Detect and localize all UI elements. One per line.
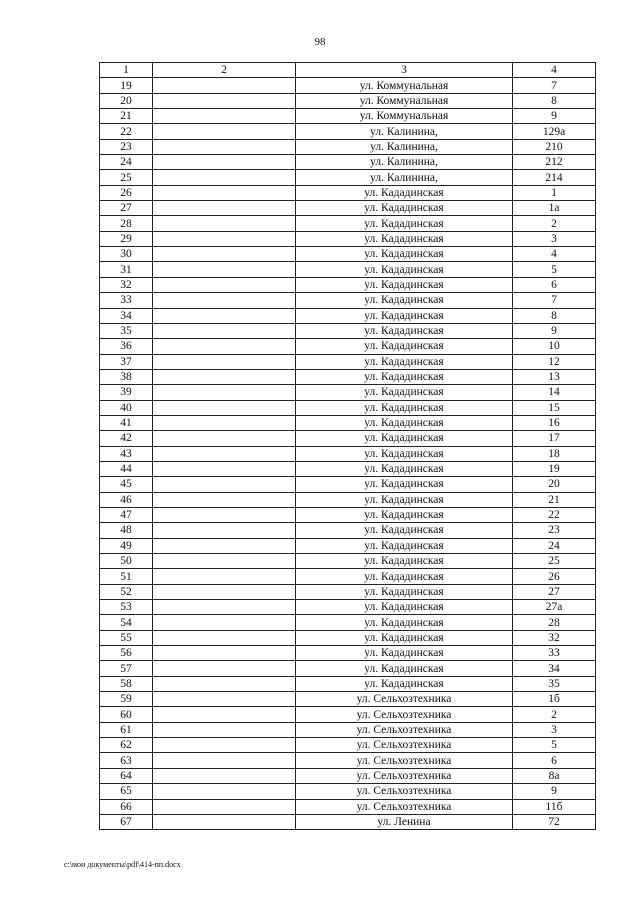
empty-cell: [153, 615, 296, 630]
street-cell: ул. Кададинская: [296, 507, 513, 522]
row-number-cell: 26: [100, 185, 153, 200]
house-number-cell: 32: [513, 630, 596, 645]
empty-cell: [153, 507, 296, 522]
house-number-cell: 11б: [513, 799, 596, 814]
empty-cell: [153, 139, 296, 154]
empty-cell: [153, 814, 296, 829]
table-row: [100, 569, 596, 584]
street-cell: ул. Калинина,: [296, 139, 513, 154]
street-cell: ул. Кададинская: [296, 676, 513, 691]
empty-cell: [153, 323, 296, 338]
empty-cell: [153, 78, 296, 93]
empty-cell: [153, 385, 296, 400]
empty-cell: [153, 477, 296, 492]
street-cell: ул. Кададинская: [296, 461, 513, 476]
house-number-cell: 9: [513, 323, 596, 338]
table-row: [100, 799, 596, 814]
street-cell: ул. Кададинская: [296, 308, 513, 323]
table-row: [100, 78, 596, 93]
row-number-cell: 19: [100, 78, 153, 93]
row-number-cell: 46: [100, 492, 153, 507]
street-cell: ул. Кададинская: [296, 323, 513, 338]
table-row: [100, 738, 596, 753]
row-number-cell: 39: [100, 385, 153, 400]
empty-cell: [153, 630, 296, 645]
house-number-cell: 34: [513, 661, 596, 676]
table-row: [100, 554, 596, 569]
row-number-cell: 36: [100, 339, 153, 354]
empty-cell: [153, 431, 296, 446]
empty-cell: [153, 277, 296, 292]
street-cell: ул. Кададинская: [296, 385, 513, 400]
row-number-cell: 60: [100, 707, 153, 722]
empty-cell: [153, 247, 296, 262]
street-cell: ул. Кададинская: [296, 477, 513, 492]
street-cell: ул. Сельхозтехника: [296, 692, 513, 707]
house-number-cell: 9: [513, 784, 596, 799]
street-cell: ул. Кададинская: [296, 569, 513, 584]
row-number-cell: 66: [100, 799, 153, 814]
table-row: [100, 722, 596, 737]
street-cell: ул. Сельхозтехника: [296, 722, 513, 737]
address-table: [99, 62, 596, 830]
table-row: [100, 523, 596, 538]
table-row: [100, 369, 596, 384]
street-cell: ул. Кададинская: [296, 538, 513, 553]
street-cell: ул. Сельхозтехника: [296, 799, 513, 814]
table-row: [100, 431, 596, 446]
table-row: [100, 93, 596, 108]
table-row: [100, 676, 596, 691]
row-number-cell: 23: [100, 139, 153, 154]
column-header-2: 2: [153, 63, 296, 78]
row-number-cell: 61: [100, 722, 153, 737]
house-number-cell: 6: [513, 753, 596, 768]
house-number-cell: 23: [513, 523, 596, 538]
table-header-row: [100, 63, 596, 78]
street-cell: ул. Кададинская: [296, 262, 513, 277]
row-number-cell: 56: [100, 646, 153, 661]
empty-cell: [153, 554, 296, 569]
row-number-cell: 65: [100, 784, 153, 799]
row-number-cell: 35: [100, 323, 153, 338]
column-header-1: 1: [100, 63, 153, 78]
row-number-cell: 59: [100, 692, 153, 707]
street-cell: ул. Кададинская: [296, 201, 513, 216]
table-row: [100, 753, 596, 768]
table-row: [100, 661, 596, 676]
row-number-cell: 20: [100, 93, 153, 108]
row-number-cell: 41: [100, 415, 153, 430]
house-number-cell: 129а: [513, 124, 596, 139]
house-number-cell: 13: [513, 369, 596, 384]
house-number-cell: 2: [513, 707, 596, 722]
empty-cell: [153, 155, 296, 170]
table-row: [100, 139, 596, 154]
house-number-cell: 15: [513, 400, 596, 415]
row-number-cell: 33: [100, 293, 153, 308]
house-number-cell: 27: [513, 584, 596, 599]
table-row: [100, 216, 596, 231]
table-row: [100, 247, 596, 262]
row-number-cell: 43: [100, 446, 153, 461]
house-number-cell: 3: [513, 231, 596, 246]
empty-cell: [153, 569, 296, 584]
house-number-cell: 19: [513, 461, 596, 476]
house-number-cell: 24: [513, 538, 596, 553]
house-number-cell: 212: [513, 155, 596, 170]
street-cell: ул. Кададинская: [296, 600, 513, 615]
table-row: [100, 784, 596, 799]
empty-cell: [153, 354, 296, 369]
row-number-cell: 67: [100, 814, 153, 829]
empty-cell: [153, 722, 296, 737]
row-number-cell: 34: [100, 308, 153, 323]
house-number-cell: 28: [513, 615, 596, 630]
house-number-cell: 18: [513, 446, 596, 461]
house-number-cell: 8: [513, 308, 596, 323]
street-cell: ул. Сельхозтехника: [296, 768, 513, 783]
row-number-cell: 30: [100, 247, 153, 262]
street-cell: ул. Кададинская: [296, 369, 513, 384]
street-cell: ул. Калинина,: [296, 155, 513, 170]
house-number-cell: 8: [513, 93, 596, 108]
table-row: [100, 231, 596, 246]
empty-cell: [153, 492, 296, 507]
street-cell: ул. Кададинская: [296, 630, 513, 645]
table-row: [100, 124, 596, 139]
street-cell: ул. Сельхозтехника: [296, 753, 513, 768]
row-number-cell: 24: [100, 155, 153, 170]
house-number-cell: 5: [513, 262, 596, 277]
row-number-cell: 40: [100, 400, 153, 415]
row-number-cell: 32: [100, 277, 153, 292]
row-number-cell: 58: [100, 676, 153, 691]
house-number-cell: 14: [513, 385, 596, 400]
house-number-cell: 9: [513, 109, 596, 124]
empty-cell: [153, 446, 296, 461]
table-row: [100, 630, 596, 645]
empty-cell: [153, 339, 296, 354]
table-row: [100, 155, 596, 170]
page-number: 98: [314, 36, 326, 48]
row-number-cell: 45: [100, 477, 153, 492]
house-number-cell: 1: [513, 185, 596, 200]
street-cell: ул. Кададинская: [296, 584, 513, 599]
street-cell: ул. Кададинская: [296, 646, 513, 661]
empty-cell: [153, 538, 296, 553]
row-number-cell: 64: [100, 768, 153, 783]
house-number-cell: 8а: [513, 768, 596, 783]
empty-cell: [153, 584, 296, 599]
row-number-cell: 52: [100, 584, 153, 599]
empty-cell: [153, 784, 296, 799]
row-number-cell: 44: [100, 461, 153, 476]
house-number-cell: 210: [513, 139, 596, 154]
house-number-cell: 214: [513, 170, 596, 185]
house-number-cell: 35: [513, 676, 596, 691]
empty-cell: [153, 262, 296, 277]
empty-cell: [153, 646, 296, 661]
street-cell: ул. Кададинская: [296, 400, 513, 415]
empty-cell: [153, 676, 296, 691]
house-number-cell: 2: [513, 216, 596, 231]
table-row: [100, 446, 596, 461]
empty-cell: [153, 692, 296, 707]
empty-cell: [153, 461, 296, 476]
house-number-cell: 12: [513, 354, 596, 369]
house-number-cell: 10: [513, 339, 596, 354]
empty-cell: [153, 170, 296, 185]
street-cell: ул. Коммунальная: [296, 78, 513, 93]
row-number-cell: 55: [100, 630, 153, 645]
table-row: [100, 615, 596, 630]
empty-cell: [153, 600, 296, 615]
row-number-cell: 28: [100, 216, 153, 231]
table-row: [100, 400, 596, 415]
street-cell: ул. Кададинская: [296, 523, 513, 538]
house-number-cell: 7: [513, 293, 596, 308]
table-body: [100, 78, 596, 830]
table-row: [100, 492, 596, 507]
house-number-cell: 1а: [513, 201, 596, 216]
empty-cell: [153, 661, 296, 676]
house-number-cell: 17: [513, 431, 596, 446]
table-row: [100, 385, 596, 400]
street-cell: ул. Кададинская: [296, 661, 513, 676]
empty-cell: [153, 216, 296, 231]
street-cell: ул. Кададинская: [296, 247, 513, 262]
table-row: [100, 692, 596, 707]
row-number-cell: 63: [100, 753, 153, 768]
table-row: [100, 538, 596, 553]
street-cell: ул. Кададинская: [296, 615, 513, 630]
row-number-cell: 27: [100, 201, 153, 216]
table-row: [100, 323, 596, 338]
table-row: [100, 646, 596, 661]
table-row: [100, 293, 596, 308]
street-cell: ул. Сельхозтехника: [296, 707, 513, 722]
table-row: [100, 707, 596, 722]
street-cell: ул. Кададинская: [296, 431, 513, 446]
table-row: [100, 339, 596, 354]
row-number-cell: 37: [100, 354, 153, 369]
street-cell: ул. Калинина,: [296, 170, 513, 185]
table-row: [100, 170, 596, 185]
row-number-cell: 53: [100, 600, 153, 615]
row-number-cell: 31: [100, 262, 153, 277]
house-number-cell: 5: [513, 738, 596, 753]
street-cell: ул. Кададинская: [296, 446, 513, 461]
house-number-cell: 26: [513, 569, 596, 584]
table-row: [100, 354, 596, 369]
row-number-cell: 38: [100, 369, 153, 384]
house-number-cell: 21: [513, 492, 596, 507]
empty-cell: [153, 738, 296, 753]
table-row: [100, 600, 596, 615]
column-header-3: 3: [296, 63, 513, 78]
empty-cell: [153, 415, 296, 430]
empty-cell: [153, 293, 296, 308]
street-cell: ул. Кададинская: [296, 554, 513, 569]
table-row: [100, 262, 596, 277]
empty-cell: [153, 768, 296, 783]
empty-cell: [153, 369, 296, 384]
empty-cell: [153, 707, 296, 722]
row-number-cell: 54: [100, 615, 153, 630]
empty-cell: [153, 400, 296, 415]
row-number-cell: 25: [100, 170, 153, 185]
street-cell: ул. Сельхозтехника: [296, 738, 513, 753]
empty-cell: [153, 799, 296, 814]
street-cell: ул. Коммунальная: [296, 93, 513, 108]
house-number-cell: 33: [513, 646, 596, 661]
table-row: [100, 584, 596, 599]
row-number-cell: 51: [100, 569, 153, 584]
row-number-cell: 50: [100, 554, 153, 569]
street-cell: ул. Кададинская: [296, 185, 513, 200]
row-number-cell: 42: [100, 431, 153, 446]
street-cell: ул. Кададинская: [296, 415, 513, 430]
house-number-cell: 20: [513, 477, 596, 492]
table-row: [100, 308, 596, 323]
house-number-cell: 27а: [513, 600, 596, 615]
street-cell: ул. Кададинская: [296, 293, 513, 308]
empty-cell: [153, 185, 296, 200]
house-number-cell: 1б: [513, 692, 596, 707]
row-number-cell: 62: [100, 738, 153, 753]
street-cell: ул. Кададинская: [296, 354, 513, 369]
house-number-cell: 25: [513, 554, 596, 569]
house-number-cell: 72: [513, 814, 596, 829]
empty-cell: [153, 93, 296, 108]
street-cell: ул. Калинина,: [296, 124, 513, 139]
street-cell: ул. Коммунальная: [296, 109, 513, 124]
empty-cell: [153, 201, 296, 216]
street-cell: ул. Кададинская: [296, 339, 513, 354]
street-cell: ул. Сельхозтехника: [296, 784, 513, 799]
row-number-cell: 57: [100, 661, 153, 676]
empty-cell: [153, 231, 296, 246]
house-number-cell: 22: [513, 507, 596, 522]
table-row: [100, 507, 596, 522]
row-number-cell: 29: [100, 231, 153, 246]
empty-cell: [153, 753, 296, 768]
column-header-4: 4: [513, 63, 596, 78]
house-number-cell: 16: [513, 415, 596, 430]
footer-file-path: c:\мои документы\pdf\414-пп.docx: [64, 860, 181, 869]
empty-cell: [153, 308, 296, 323]
street-cell: ул. Кададинская: [296, 216, 513, 231]
street-cell: ул. Кададинская: [296, 231, 513, 246]
row-number-cell: 47: [100, 507, 153, 522]
table-row: [100, 768, 596, 783]
table-row: [100, 277, 596, 292]
table-row: [100, 461, 596, 476]
street-cell: ул. Кададинская: [296, 277, 513, 292]
row-number-cell: 21: [100, 109, 153, 124]
table-row: [100, 814, 596, 829]
house-number-cell: 6: [513, 277, 596, 292]
table-row: [100, 415, 596, 430]
table-row: [100, 185, 596, 200]
row-number-cell: 48: [100, 523, 153, 538]
row-number-cell: 49: [100, 538, 153, 553]
house-number-cell: 4: [513, 247, 596, 262]
table-row: [100, 477, 596, 492]
row-number-cell: 22: [100, 124, 153, 139]
empty-cell: [153, 523, 296, 538]
street-cell: ул. Ленина: [296, 814, 513, 829]
house-number-cell: 7: [513, 78, 596, 93]
street-cell: ул. Кададинская: [296, 492, 513, 507]
empty-cell: [153, 124, 296, 139]
table-row: [100, 201, 596, 216]
house-number-cell: 3: [513, 722, 596, 737]
table-row: [100, 109, 596, 124]
empty-cell: [153, 109, 296, 124]
